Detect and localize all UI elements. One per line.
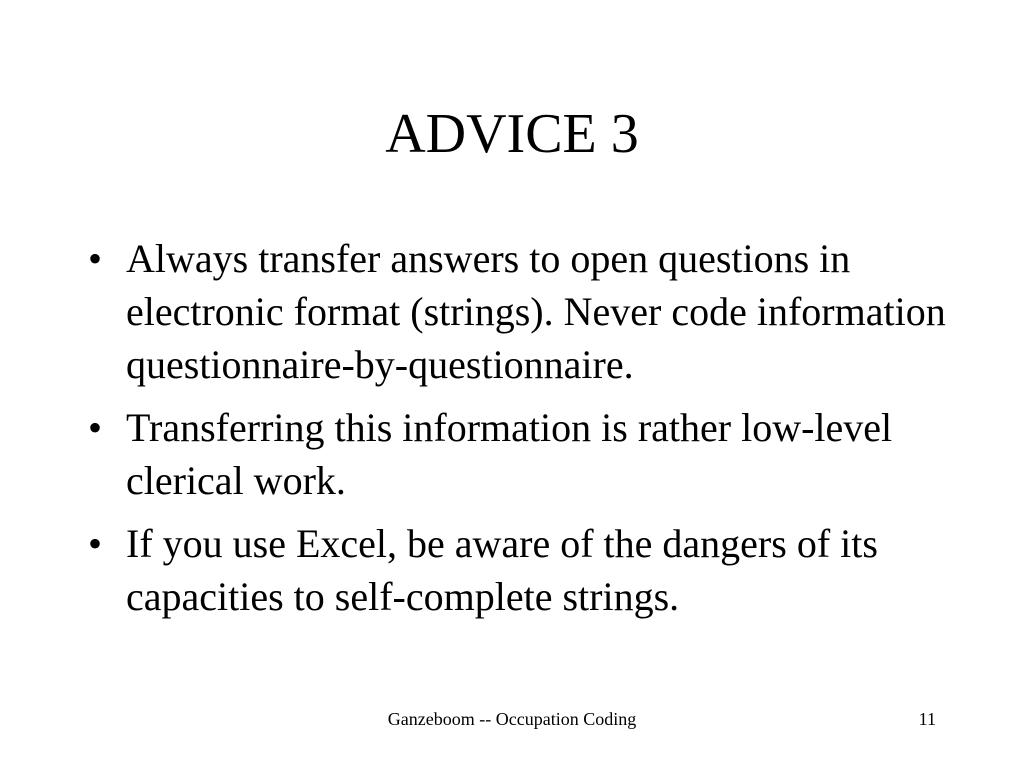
bullet-icon: • [88,236,103,281]
page-number: 11 [918,709,936,729]
footer-text: Ganzeboom -- Occupation Coding [387,709,637,729]
bullet-text: If you use Excel, be aware of the dangers of its capacities to self-complete strings. [126,521,878,619]
bullet-list [88,232,968,633]
bullet-text: Transferring this information is rather low-level clerical work. [126,405,893,503]
bullet-item [88,232,968,391]
bullet-item [88,401,968,507]
bullet-item [88,517,968,623]
slide-title: ADVICE 3 [385,103,639,165]
bullet-text: Always transfer answers to open questions in electronic format (strings). Never code information questionnaire-by-questionnaire. [126,236,946,387]
bullet-icon: • [88,521,103,566]
bullet-icon: • [88,405,103,450]
